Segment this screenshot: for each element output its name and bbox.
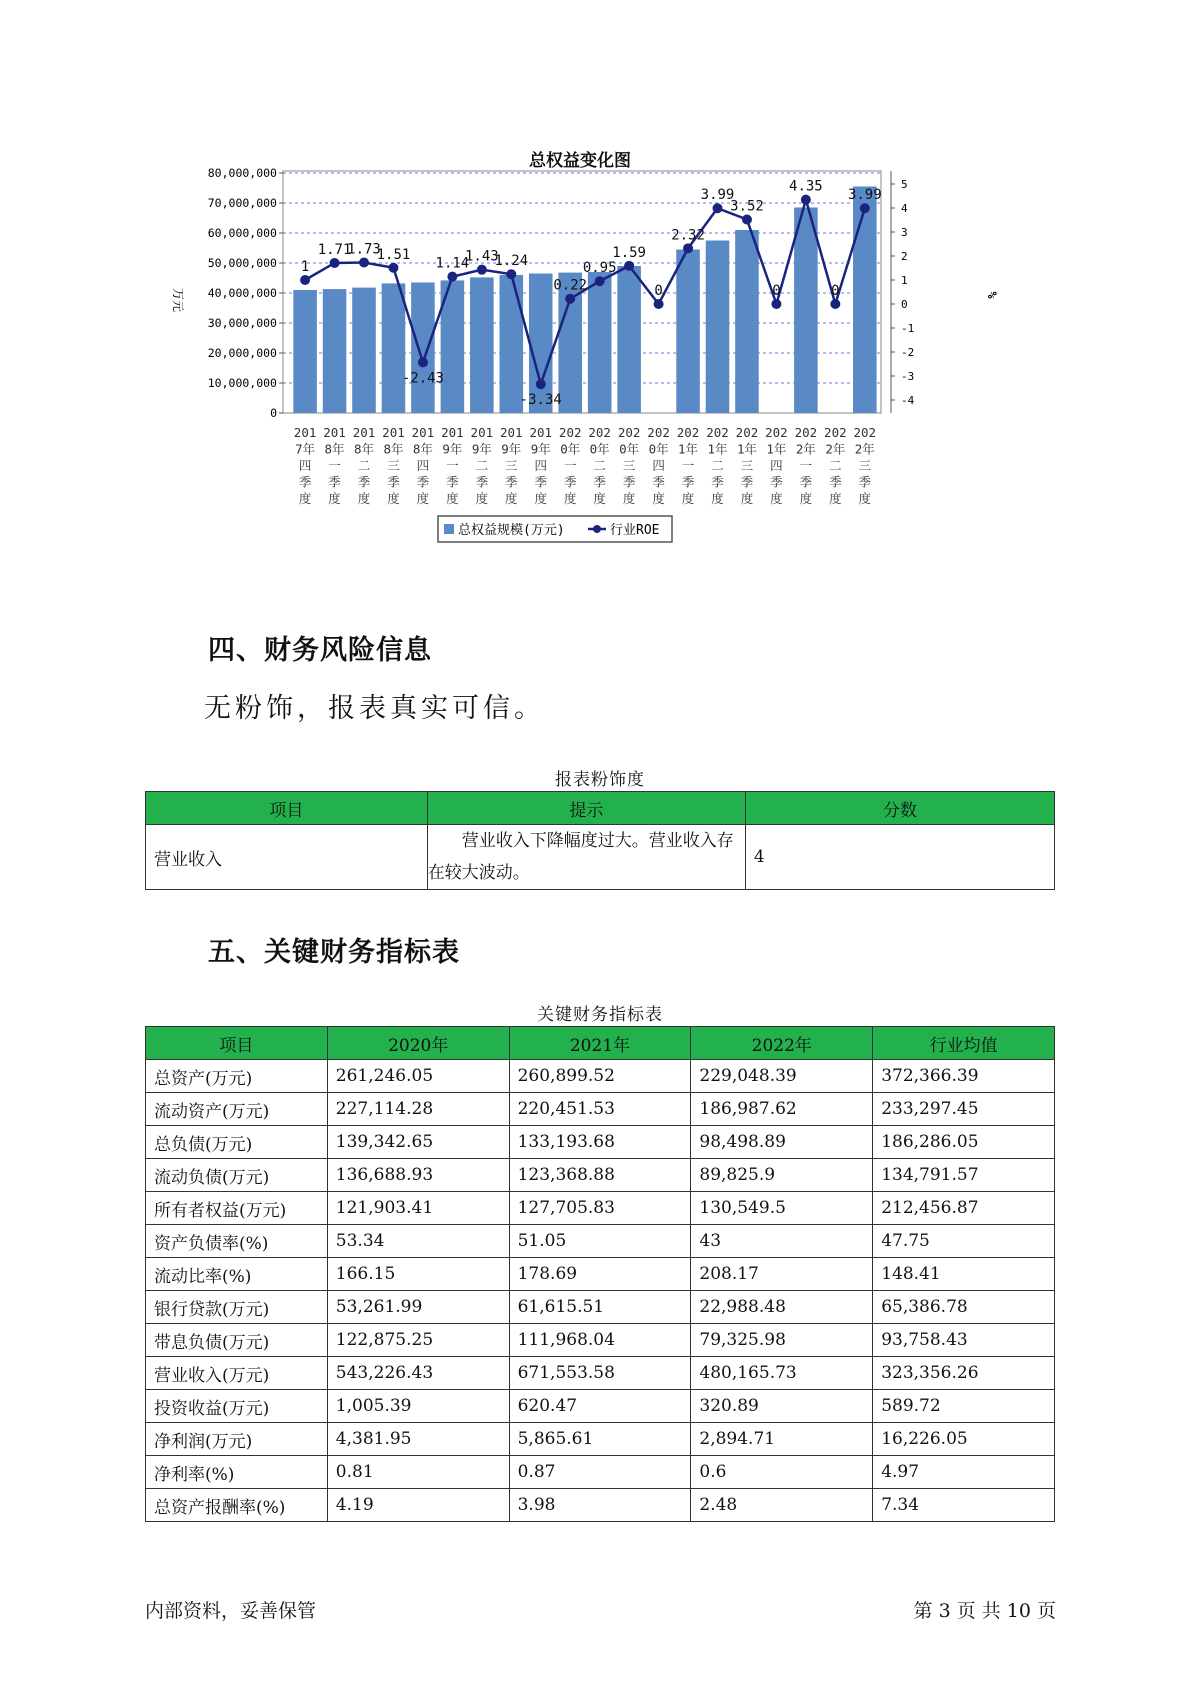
t2-cell-value: 65,386.78 — [873, 1291, 1055, 1324]
x-tick-label: 季 — [652, 474, 665, 490]
key-indicators-table — [145, 1026, 1055, 1522]
t2-cell-item: 净利润(万元) — [146, 1423, 328, 1456]
t2-cell-item: 资产负债率(%) — [146, 1225, 328, 1258]
t2-cell-value: 61,615.51 — [509, 1291, 691, 1324]
t2-cell-value: 136,688.93 — [327, 1159, 509, 1192]
t2-cell-value: 220,451.53 — [509, 1093, 691, 1126]
x-tick-label: 一 — [563, 458, 577, 473]
x-tick-label: 201 — [500, 425, 523, 440]
section5-heading: 五、关键财务指标表 — [208, 937, 460, 968]
x-tick-label: 度 — [357, 491, 371, 506]
x-tick-label: 1年 — [678, 441, 699, 457]
t2-cell-value: 53,261.99 — [327, 1291, 509, 1324]
table-row — [146, 1456, 1055, 1489]
bar — [293, 290, 317, 413]
x-tick-label: 度 — [858, 491, 872, 506]
roe-point — [595, 276, 605, 286]
x-tick-label: 9年 — [471, 441, 492, 457]
x-tick-label: 度 — [328, 491, 341, 506]
table-row — [146, 1489, 1055, 1522]
x-tick-label: 1年 — [707, 441, 728, 457]
x-tick-label: 8年 — [324, 441, 345, 457]
left-tick-label: 60,000,000 — [207, 226, 277, 240]
whitewash-table — [145, 791, 1055, 890]
t2-cell-item: 带息负债(万元) — [146, 1324, 328, 1357]
roe-data-label: 1.73 — [347, 241, 381, 258]
x-tick-label: 季 — [387, 474, 400, 490]
x-tick-label: 8年 — [353, 441, 375, 457]
roe-data-label: 3.52 — [730, 198, 764, 215]
roe-point — [477, 265, 487, 275]
x-tick-label: 201 — [470, 425, 494, 440]
roe-point — [742, 215, 752, 225]
x-tick-label: 季 — [711, 474, 724, 490]
left-tick-label: 0 — [270, 406, 277, 420]
x-tick-label: 一 — [799, 458, 813, 473]
t2-cell-value: 7.34 — [873, 1489, 1055, 1522]
x-tick-label: 一 — [681, 458, 695, 473]
x-tick-label: 季 — [593, 474, 606, 490]
x-tick-label: 202 — [853, 425, 877, 440]
roe-data-label: 1.51 — [376, 246, 411, 263]
bar — [676, 250, 700, 414]
t1-header-hint: 提示 — [427, 792, 745, 825]
roe-point — [830, 299, 840, 309]
roe-data-label: 1 — [300, 259, 310, 275]
right-tick-label: 0 — [901, 298, 908, 311]
bar — [411, 283, 435, 414]
right-tick-label: 4 — [901, 202, 908, 215]
t2-cell-value: 208.17 — [691, 1258, 873, 1291]
roe-point — [654, 299, 664, 309]
x-tick-label: 三 — [858, 458, 872, 473]
t2-cell-item: 流动比率(%) — [146, 1258, 328, 1291]
x-tick-label: 0年 — [619, 441, 640, 457]
x-tick-label: 度 — [416, 491, 430, 506]
left-tick-label: 30,000,000 — [207, 316, 277, 330]
x-tick-label: 2年 — [854, 441, 875, 457]
x-tick-label: 二 — [357, 458, 371, 473]
equity-chart — [150, 130, 1010, 590]
t2-cell-item: 总资产报酬率(%) — [146, 1489, 328, 1522]
x-tick-label: 201 — [293, 425, 317, 440]
t2-cell-value: 4.19 — [327, 1489, 509, 1522]
t2-cell-value: 53.34 — [327, 1225, 509, 1258]
x-tick-label: 8年 — [412, 441, 433, 457]
x-tick-label: 季 — [446, 474, 459, 490]
t2-cell-value: 130,549.5 — [691, 1192, 873, 1225]
t2-cell-value: 260,899.52 — [509, 1060, 691, 1093]
t2-cell-value: 372,366.39 — [873, 1060, 1055, 1093]
t2-cell-value: 186,987.62 — [691, 1093, 873, 1126]
left-tick-label: 50,000,000 — [207, 256, 277, 270]
x-tick-label: 四 — [416, 458, 430, 473]
roe-data-label: 0.22 — [553, 277, 588, 294]
t2-cell-value: 323,356.26 — [873, 1357, 1055, 1390]
left-tick-label: 70,000,000 — [207, 196, 277, 210]
x-tick-label: 202 — [824, 425, 847, 440]
roe-data-label: 2.32 — [671, 227, 705, 244]
x-tick-label: 202 — [676, 425, 700, 440]
table-row — [146, 1324, 1055, 1357]
t2-header-industry: 行业均值 — [873, 1027, 1055, 1060]
t2-cell-value: 0.6 — [691, 1456, 873, 1489]
t2-cell-value: 127,705.83 — [509, 1192, 691, 1225]
x-tick-label: 三 — [622, 458, 636, 473]
roe-point — [300, 275, 310, 285]
x-tick-label: 8年 — [383, 441, 404, 457]
t2-cell-value: 227,114.28 — [327, 1093, 509, 1126]
t2-cell-value: 186,286.05 — [873, 1126, 1055, 1159]
t2-cell-value: 148.41 — [873, 1258, 1055, 1291]
page-number: 第 3 页 共 10 页 — [913, 1600, 1056, 1622]
t2-cell-value: 4,381.95 — [327, 1423, 509, 1456]
t2-cell-item: 营业收入(万元) — [146, 1357, 328, 1390]
bar — [382, 283, 406, 413]
x-tick-label: 度 — [799, 491, 813, 506]
x-tick-label: 202 — [588, 425, 611, 440]
x-tick-label: 度 — [534, 491, 548, 506]
x-tick-label: 二 — [829, 458, 842, 473]
x-tick-label: 季 — [622, 474, 636, 490]
x-tick-label: 度 — [770, 491, 783, 506]
bar — [588, 272, 612, 413]
roe-data-label: 0 — [654, 283, 663, 299]
x-tick-label: 一 — [328, 458, 341, 473]
roe-point — [359, 257, 369, 267]
x-tick-label: 度 — [652, 491, 665, 506]
section4-heading: 四、财务风险信息 — [208, 635, 432, 666]
x-tick-label: 201 — [529, 425, 553, 440]
x-tick-label: 四 — [298, 458, 312, 473]
footer-left: 内部资料，妥善保管 — [145, 1600, 317, 1622]
roe-point — [418, 357, 428, 367]
left-tick-label: 20,000,000 — [207, 346, 277, 360]
t2-cell-value: 0.81 — [327, 1456, 509, 1489]
roe-point — [713, 203, 723, 213]
right-tick-label: -1 — [901, 322, 915, 335]
t2-header-item: 项目 — [146, 1027, 328, 1060]
x-tick-label: 三 — [740, 458, 754, 473]
t2-cell-item: 所有者权益(万元) — [146, 1192, 328, 1225]
x-tick-label: 度 — [740, 491, 754, 506]
roe-data-label: 1.43 — [464, 248, 499, 265]
chart-title: 总权益变化图 — [529, 151, 631, 171]
t2-cell-value: 43 — [691, 1225, 873, 1258]
table-row — [146, 1357, 1055, 1390]
x-tick-label: 四 — [770, 458, 783, 473]
t2-cell-value: 3.98 — [509, 1489, 691, 1522]
bar — [794, 208, 818, 414]
t2-cell-item: 总资产(万元) — [146, 1060, 328, 1093]
table-row — [146, 1060, 1055, 1093]
x-tick-label: 202 — [558, 425, 582, 440]
x-tick-label: 季 — [475, 474, 489, 490]
t2-cell-value: 123,368.88 — [509, 1159, 691, 1192]
right-tick-label: 3 — [901, 226, 908, 239]
x-tick-label: 度 — [711, 491, 724, 506]
x-tick-label: 9年 — [530, 441, 551, 457]
roe-point — [801, 195, 811, 205]
x-tick-label: 202 — [617, 425, 641, 440]
bar — [617, 266, 641, 413]
table-row — [146, 1159, 1055, 1192]
chart-svg — [150, 130, 1010, 590]
t1-cell-item: 营业收入 — [146, 825, 428, 890]
roe-data-label: 1.71 — [317, 241, 352, 258]
x-tick-label: 二 — [475, 458, 489, 473]
t2-cell-value: 4.97 — [873, 1456, 1055, 1489]
bar — [352, 288, 376, 413]
table-row — [146, 1291, 1055, 1324]
t2-cell-item: 总负债(万元) — [146, 1126, 328, 1159]
x-tick-label: 度 — [593, 491, 606, 506]
t2-cell-value: 51.05 — [509, 1225, 691, 1258]
table-row — [146, 1423, 1055, 1456]
roe-data-label: 1.24 — [494, 253, 529, 270]
t2-cell-value: 89,825.9 — [691, 1159, 873, 1192]
t2-cell-item: 投资收益(万元) — [146, 1390, 328, 1423]
x-tick-label: 0年 — [648, 441, 669, 457]
x-tick-label: 二 — [593, 458, 606, 473]
x-tick-label: 0年 — [560, 441, 581, 457]
roe-data-label: -3.34 — [519, 392, 562, 409]
legend-label-line: 行业ROE — [610, 523, 660, 538]
t2-cell-value: 93,758.43 — [873, 1324, 1055, 1357]
x-tick-label: 1年 — [766, 441, 787, 457]
roe-point — [506, 269, 516, 279]
x-tick-label: 度 — [681, 491, 695, 506]
legend-swatch-bar — [444, 524, 454, 534]
left-axis-title: 万元 — [171, 287, 185, 313]
t2-cell-value: 229,048.39 — [691, 1060, 873, 1093]
x-tick-label: 202 — [794, 425, 818, 440]
right-axis-title: % — [985, 291, 999, 299]
x-tick-label: 201 — [352, 425, 376, 440]
t2-header-2020: 2020年 — [327, 1027, 509, 1060]
x-tick-label: 度 — [829, 491, 842, 506]
x-tick-label: 季 — [505, 474, 518, 490]
bar — [323, 289, 347, 413]
roe-data-label: -2.43 — [401, 370, 445, 387]
right-tick-label: -3 — [901, 370, 915, 383]
table-row — [146, 1225, 1055, 1258]
roe-point — [683, 243, 693, 253]
x-tick-label: 三 — [505, 458, 518, 473]
x-tick-label: 度 — [298, 491, 312, 506]
t2-cell-value: 139,342.65 — [327, 1126, 509, 1159]
roe-data-label: 4.35 — [789, 178, 823, 195]
t2-cell-value: 121,903.41 — [327, 1192, 509, 1225]
x-tick-label: 1年 — [736, 441, 757, 457]
x-tick-label: 202 — [765, 425, 788, 440]
x-tick-label: 202 — [647, 425, 670, 440]
x-tick-label: 三 — [387, 458, 400, 473]
t2-cell-item: 流动资产(万元) — [146, 1093, 328, 1126]
roe-point — [565, 294, 575, 304]
t2-cell-value: 22,988.48 — [691, 1291, 873, 1324]
table2-caption: 关键财务指标表 — [537, 1005, 663, 1025]
t2-cell-value: 134,791.57 — [873, 1159, 1055, 1192]
t2-cell-value: 98,498.89 — [691, 1126, 873, 1159]
x-tick-label: 201 — [382, 425, 405, 440]
x-tick-label: 季 — [770, 474, 783, 490]
t2-cell-value: 47.75 — [873, 1225, 1055, 1258]
roe-point — [447, 272, 457, 282]
table-row — [146, 1126, 1055, 1159]
x-tick-label: 202 — [735, 425, 759, 440]
roe-point — [771, 299, 781, 309]
bar — [853, 187, 877, 414]
x-tick-label: 季 — [858, 474, 872, 490]
roe-data-label: 0 — [831, 283, 840, 299]
x-tick-label: 度 — [622, 491, 636, 506]
x-tick-label: 9年 — [501, 441, 522, 457]
x-tick-label: 度 — [505, 491, 518, 506]
t2-cell-item: 流动负债(万元) — [146, 1159, 328, 1192]
t2-cell-item: 净利率(%) — [146, 1456, 328, 1489]
table1-caption: 报表粉饰度 — [555, 770, 645, 790]
t2-cell-value: 166.15 — [327, 1258, 509, 1291]
roe-point — [536, 379, 546, 389]
x-tick-label: 0年 — [589, 441, 610, 457]
t2-cell-value: 133,193.68 — [509, 1126, 691, 1159]
x-tick-label: 季 — [681, 474, 695, 490]
x-tick-label: 201 — [411, 425, 435, 440]
t2-cell-value: 178.69 — [509, 1258, 691, 1291]
right-tick-label: 5 — [901, 178, 908, 191]
t2-cell-value: 620.47 — [509, 1390, 691, 1423]
x-tick-label: 季 — [829, 474, 842, 490]
x-tick-label: 度 — [446, 491, 459, 506]
x-tick-label: 二 — [711, 458, 724, 473]
roe-data-label: 1.59 — [612, 244, 646, 261]
t2-cell-value: 320.89 — [691, 1390, 873, 1423]
roe-data-label: 1.14 — [435, 255, 470, 272]
t2-header-2022: 2022年 — [691, 1027, 873, 1060]
x-tick-label: 季 — [416, 474, 430, 490]
x-tick-label: 季 — [563, 474, 577, 490]
x-tick-label: 度 — [475, 491, 489, 506]
t1-cell-score: 4 — [745, 825, 1054, 890]
t2-cell-value: 5,865.61 — [509, 1423, 691, 1456]
roe-data-label: 0.95 — [582, 260, 617, 277]
legend-label-bar: 总权益规模(万元) — [458, 523, 565, 538]
t2-cell-value: 671,553.58 — [509, 1357, 691, 1390]
t2-cell-value: 16,226.05 — [873, 1423, 1055, 1456]
t2-cell-value: 543,226.43 — [327, 1357, 509, 1390]
left-tick-label: 80,000,000 — [207, 166, 277, 180]
t1-cell-hint: 营业收入下降幅度过大。营业收入存在较大波动。 — [427, 825, 745, 890]
t2-cell-value: 480,165.73 — [691, 1357, 873, 1390]
table-row — [146, 1192, 1055, 1225]
bar — [470, 277, 494, 413]
x-tick-label: 7年 — [295, 441, 316, 457]
table-row — [146, 825, 1055, 890]
roe-data-label: 0 — [772, 283, 781, 299]
x-tick-label: 季 — [740, 474, 754, 490]
x-tick-label: 202 — [706, 425, 729, 440]
t2-cell-value: 0.87 — [509, 1456, 691, 1489]
t1-header-score: 分数 — [745, 792, 1054, 825]
roe-data-label: 3.99 — [847, 187, 882, 204]
right-tick-label: -2 — [901, 346, 915, 359]
t2-cell-value: 233,297.45 — [873, 1093, 1055, 1126]
x-tick-label: 9年 — [442, 441, 463, 457]
roe-point — [624, 261, 634, 271]
right-tick-label: -4 — [901, 394, 915, 407]
risk-statement: 无粉饰，报表真实可信。 — [204, 693, 545, 724]
t2-cell-value: 2,894.71 — [691, 1423, 873, 1456]
table-row — [146, 1390, 1055, 1423]
right-tick-label: 2 — [901, 250, 908, 263]
t2-cell-value: 589.72 — [873, 1390, 1055, 1423]
x-tick-label: 季 — [799, 474, 813, 490]
legend-swatch-point — [593, 525, 601, 533]
roe-point — [330, 258, 340, 268]
roe-data-label: 3.99 — [700, 187, 735, 204]
table-row — [146, 1258, 1055, 1291]
x-tick-label: 201 — [441, 425, 464, 440]
x-tick-label: 一 — [446, 458, 459, 473]
x-tick-label: 四 — [534, 458, 548, 473]
t2-cell-value: 2.48 — [691, 1489, 873, 1522]
x-tick-label: 2年 — [825, 441, 846, 457]
x-tick-label: 度 — [563, 491, 577, 506]
t2-cell-value: 212,456.87 — [873, 1192, 1055, 1225]
x-tick-label: 201 — [323, 425, 346, 440]
right-tick-label: 1 — [901, 274, 908, 287]
table-row — [146, 1093, 1055, 1126]
t2-cell-value: 111,968.04 — [509, 1324, 691, 1357]
roe-point — [860, 203, 870, 213]
x-tick-label: 度 — [387, 491, 400, 506]
x-tick-label: 季 — [357, 474, 371, 490]
x-tick-label: 2年 — [795, 441, 816, 457]
x-tick-label: 季 — [534, 474, 548, 490]
t2-cell-item: 银行贷款(万元) — [146, 1291, 328, 1324]
t2-cell-value: 1,005.39 — [327, 1390, 509, 1423]
bar — [706, 241, 730, 414]
t2-cell-value: 122,875.25 — [327, 1324, 509, 1357]
left-tick-label: 40,000,000 — [207, 286, 277, 300]
t2-cell-value: 79,325.98 — [691, 1324, 873, 1357]
t2-header-2021: 2021年 — [509, 1027, 691, 1060]
bar — [735, 230, 759, 413]
x-tick-label: 季 — [298, 474, 312, 490]
t1-header-item: 项目 — [146, 792, 428, 825]
t2-cell-value: 261,246.05 — [327, 1060, 509, 1093]
roe-point — [388, 263, 398, 273]
x-tick-label: 季 — [328, 474, 341, 490]
x-tick-label: 四 — [652, 458, 665, 473]
left-tick-label: 10,000,000 — [207, 376, 277, 390]
